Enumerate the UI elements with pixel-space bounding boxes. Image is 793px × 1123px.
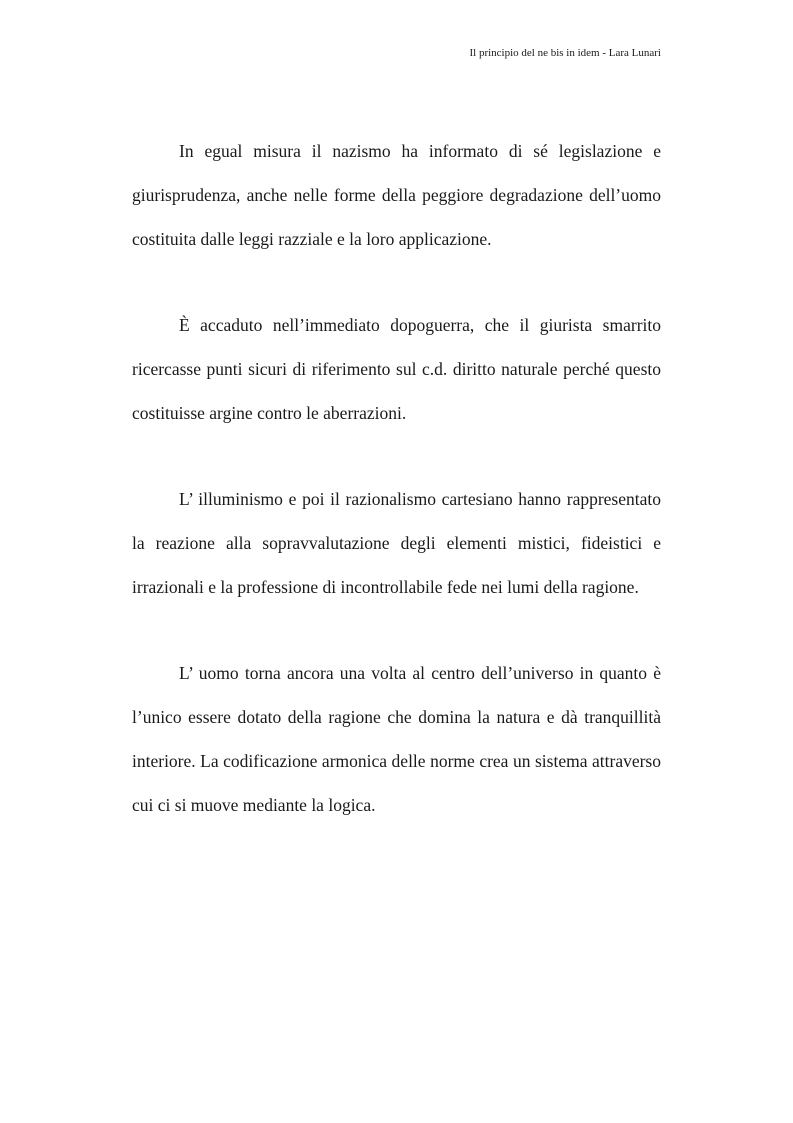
paragraph-dopoguerra: È accaduto nell’immediato dopoguerra, che il giurista smarrito ricercasse punti sicuri di riferimento sul c.d. diritto naturale perché questo costituisse argine contro le aberrazioni. <box>132 315 661 423</box>
paragraph-uomo: L’ uomo torna ancora una volta al centro dell’universo in quanto è l’unico essere dotato della ragione che domina la natura e dà tranquillità interiore. La codificazione armonica delle norme crea un sistema attraverso cui ci si muove mediante la logica. <box>132 663 661 815</box>
running-header: Il principio del ne bis in idem - Lara Lunari <box>469 47 661 59</box>
paragraph-illuminismo: L’ illuminismo e poi il razionalismo cartesiano hanno rappresentato la reazione alla sopravvalutazione degli elementi mistici, fideistici e irrazionali e la professione di incontrollabile fede nei lumi della ragione. <box>132 489 661 597</box>
body-text <box>132 129 661 827</box>
paragraph-nazismo: In egual misura il nazismo ha informato di sé legislazione e giurisprudenza, anche nelle forme della peggiore degradazione dell’uomo costituita dalle leggi razziale e la loro applicazione. <box>132 141 661 249</box>
